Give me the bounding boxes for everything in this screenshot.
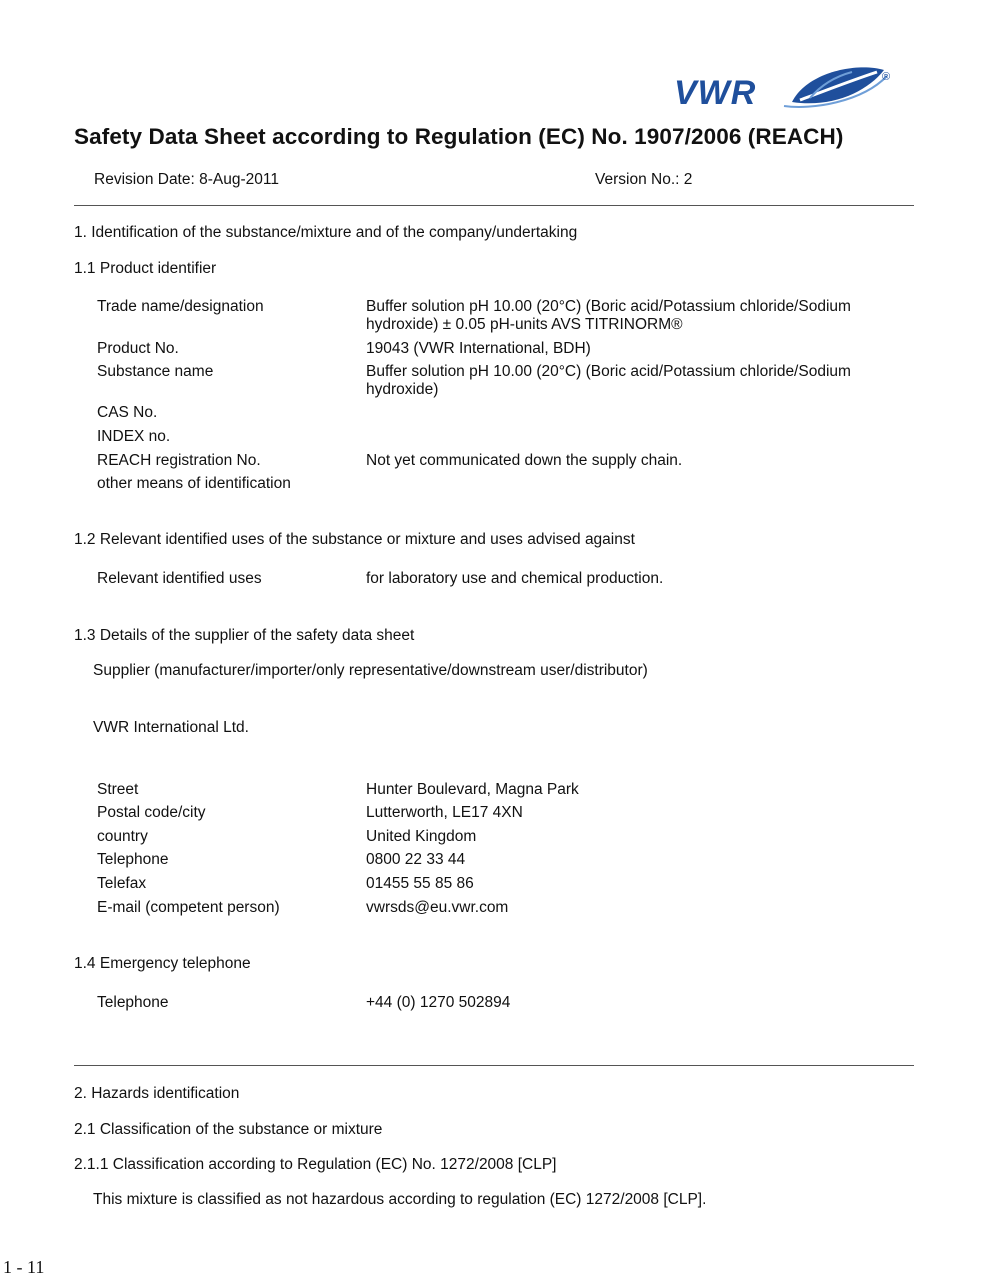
page-number: 1 - 11 [3, 1257, 45, 1277]
telephone-label: Telephone [97, 851, 169, 868]
section-2-heading: 2. Hazards identification [74, 1085, 240, 1102]
leaf-icon [784, 67, 887, 107]
registered-mark: ® [882, 71, 891, 83]
trade-name-line-1: Buffer solution pH 10.00 (20°C) (Boric acid/Potassium chloride/Sodium [366, 298, 851, 315]
substance-name-line-2: hydroxide) [366, 381, 439, 398]
section-1-2-heading: 1.2 Relevant identified uses of the substance or mixture and uses advised against [74, 531, 635, 548]
vwr-logo [672, 62, 897, 114]
street-value: Hunter Boulevard, Magna Park [366, 781, 579, 798]
telefax-value: 01455 55 85 86 [366, 875, 474, 892]
section-1-4-heading: 1.4 Emergency telephone [74, 955, 251, 972]
supplier-company: VWR International Ltd. [93, 719, 249, 736]
section-divider [74, 1065, 914, 1066]
document-title: Safety Data Sheet according to Regulation (EC) No. 1907/2006 (REACH) [74, 124, 844, 149]
version-number: Version No.: 2 [595, 171, 693, 188]
supplier-description: Supplier (manufacturer/importer/only representative/downstream user/distributor) [93, 662, 648, 679]
product-no-value: 19043 (VWR International, BDH) [366, 340, 591, 357]
postal-code-label: Postal code/city [97, 804, 206, 821]
revision-date: Revision Date: 8-Aug-2011 [94, 171, 279, 188]
reach-registration-label: REACH registration No. [97, 452, 261, 469]
header-divider [74, 205, 914, 206]
section-1-heading: 1. Identification of the substance/mixture and of the company/undertaking [74, 224, 578, 241]
telephone-value: 0800 22 33 44 [366, 851, 466, 868]
postal-code-value: Lutterworth, LE17 4XN [366, 804, 523, 821]
trade-name-line-2: hydroxide) ± 0.05 pH-units AVS TITRINORM® [366, 316, 683, 333]
other-identification-label: other means of identification [97, 475, 291, 492]
trade-name-label: Trade name/designation [97, 298, 264, 315]
street-label: Street [97, 781, 139, 798]
section-2-1-heading: 2.1 Classification of the substance or mixture [74, 1121, 383, 1138]
telefax-label: Telefax [97, 875, 147, 892]
section-1-1-heading: 1.1 Product identifier [74, 260, 217, 277]
email-value: vwrsds@eu.vwr.com [366, 899, 509, 916]
reach-registration-value: Not yet communicated down the supply chain. [366, 452, 683, 469]
emergency-telephone-value: +44 (0) 1270 502894 [366, 994, 511, 1011]
country-label: country [97, 828, 148, 845]
emergency-telephone-label: Telephone [97, 994, 169, 1011]
classification-text: This mixture is classified as not hazardous according to regulation (EC) 1272/2008 [CLP]. [93, 1191, 707, 1208]
substance-name-line-1: Buffer solution pH 10.00 (20°C) (Boric acid/Potassium chloride/Sodium [366, 363, 851, 380]
index-no-label: INDEX no. [97, 428, 171, 445]
section-1-3-heading: 1.3 Details of the supplier of the safety data sheet [74, 627, 415, 644]
identified-uses-label: Relevant identified uses [97, 570, 262, 587]
section-2-1-1-heading: 2.1.1 Classification according to Regulation (EC) No. 1272/2008 [CLP] [74, 1156, 557, 1173]
email-label: E-mail (competent person) [97, 899, 280, 916]
identified-uses-value: for laboratory use and chemical production. [366, 570, 664, 587]
cas-no-label: CAS No. [97, 404, 158, 421]
vwr-logo-text: VWR [674, 74, 757, 112]
product-no-label: Product No. [97, 340, 179, 357]
substance-name-label: Substance name [97, 363, 214, 380]
country-value: United Kingdom [366, 828, 477, 845]
